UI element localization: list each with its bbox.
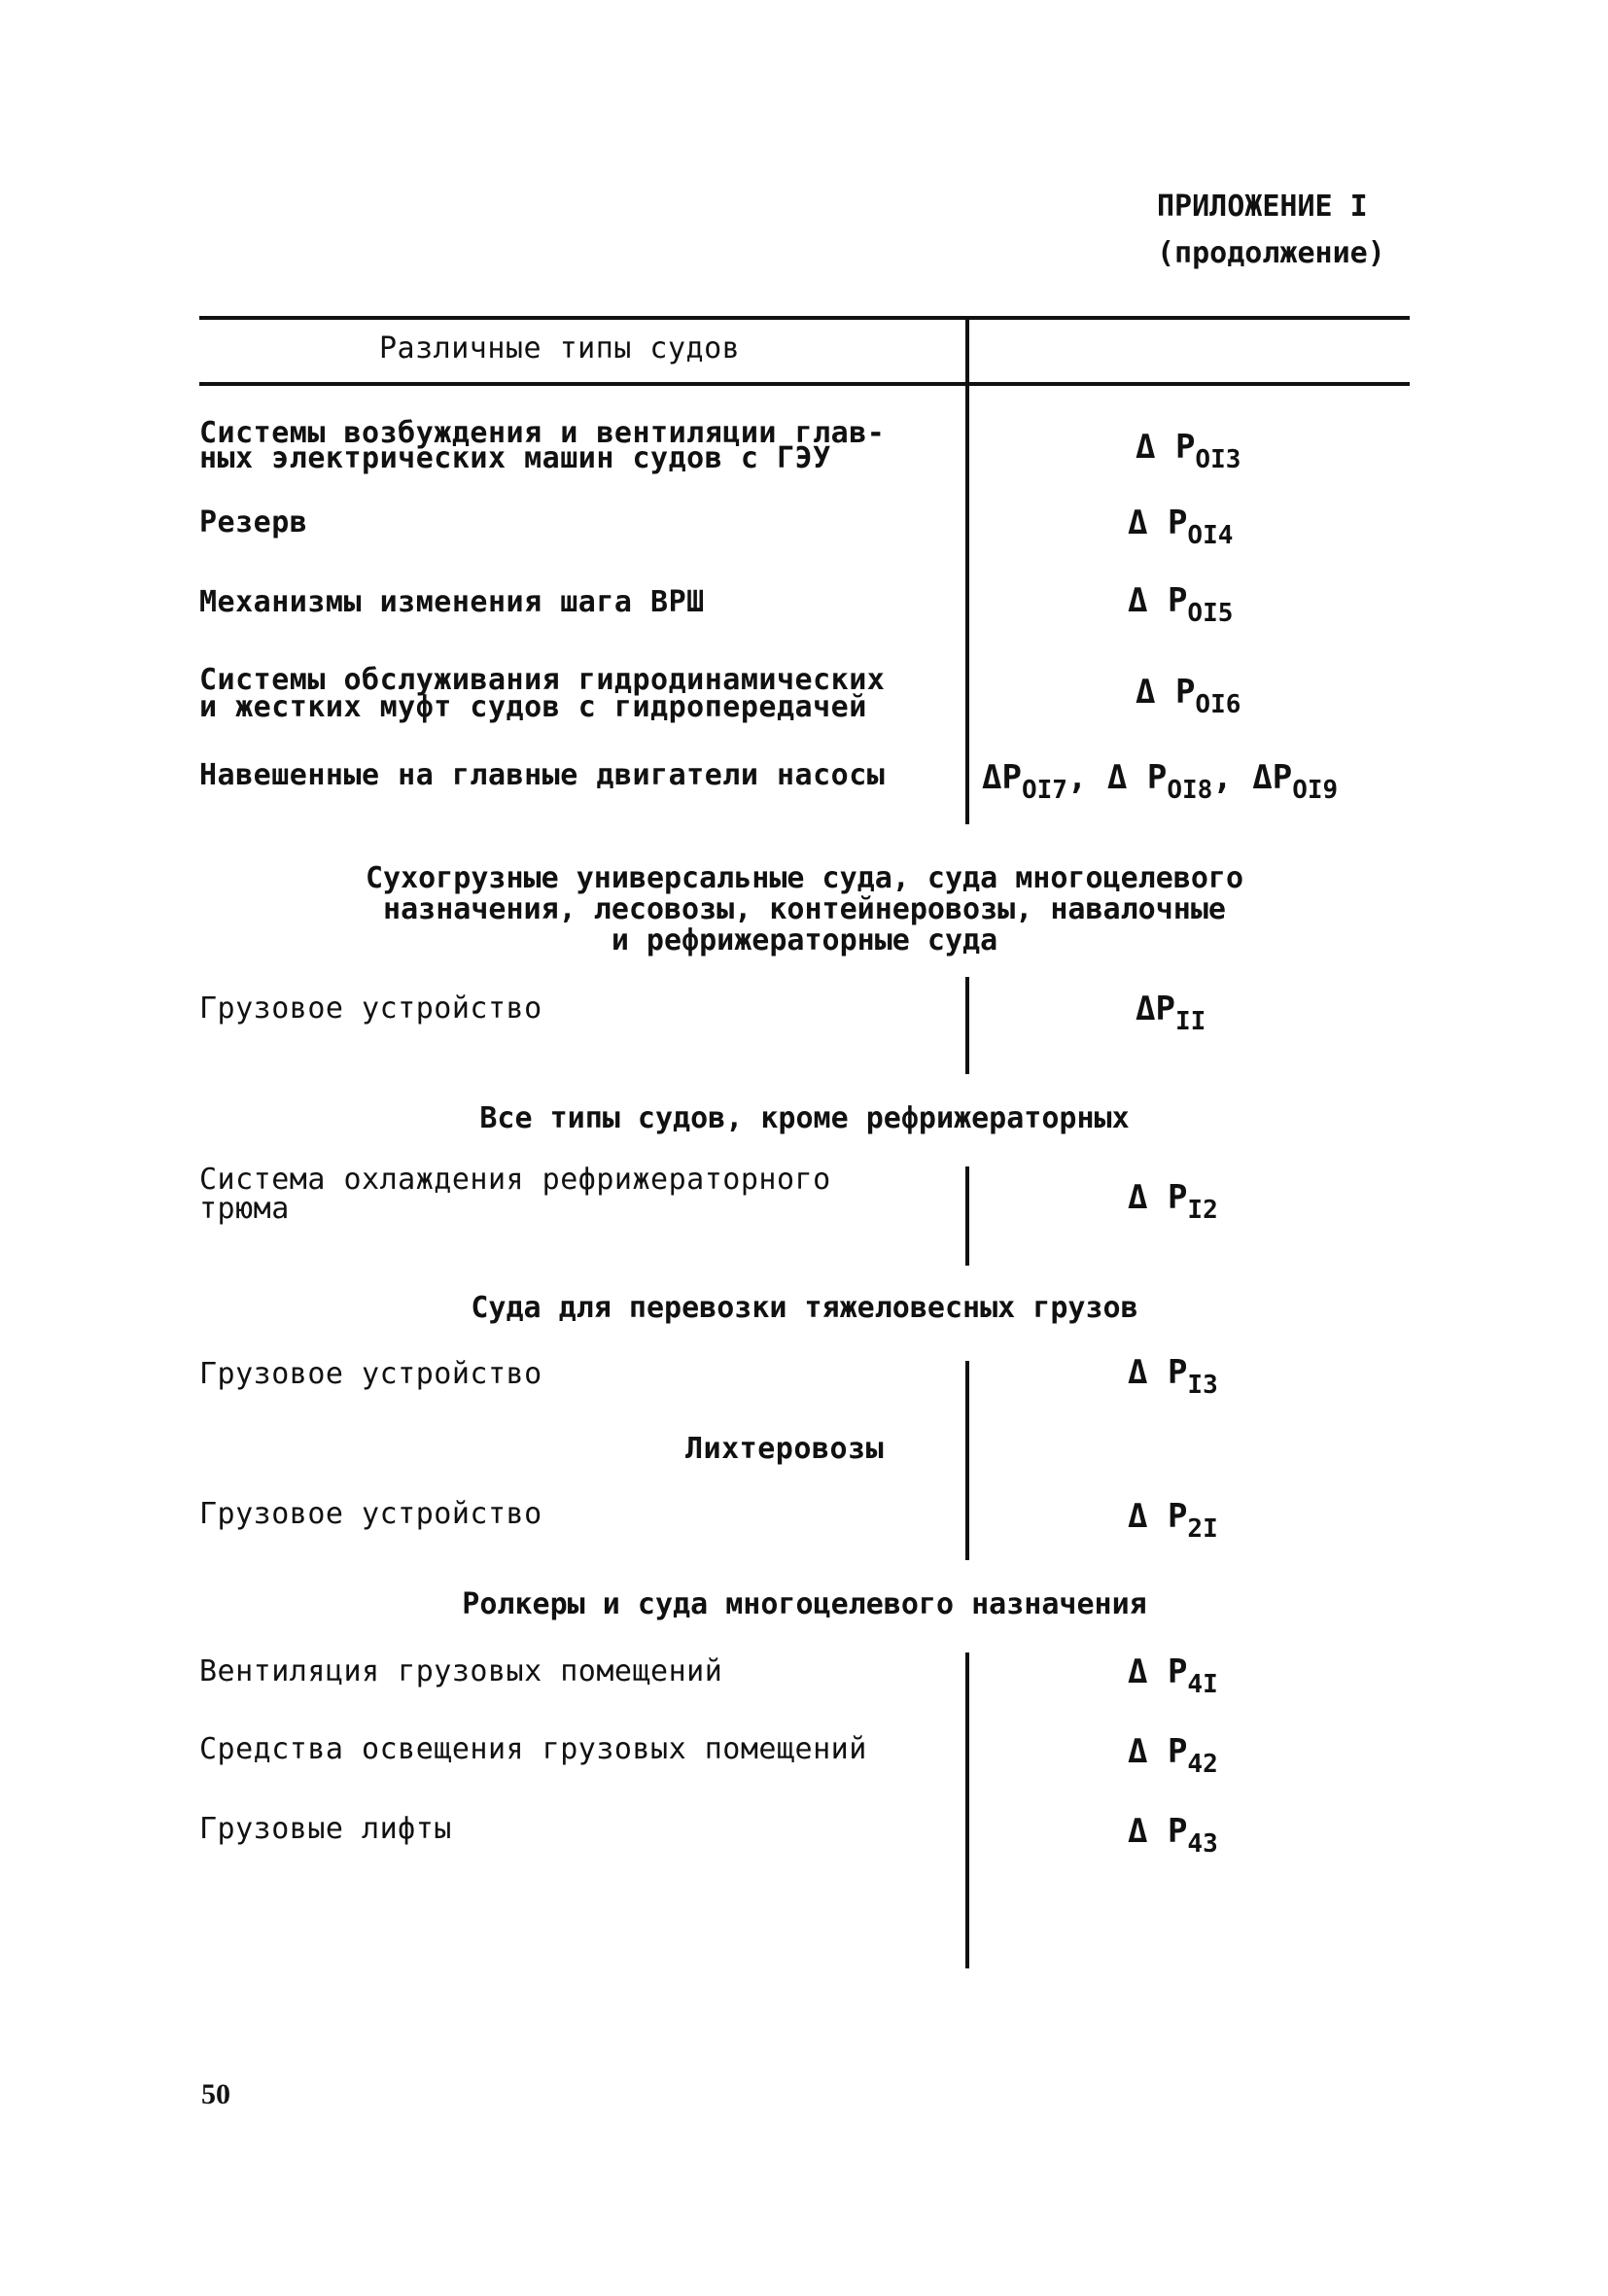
row-label: Резерв: [199, 505, 308, 539]
delta-p-symbol: ΔP: [982, 758, 1022, 797]
delta-p-symbol: ΔP: [1252, 758, 1293, 797]
delta-p-symbol: Δ P: [1128, 581, 1188, 620]
symbol-subscript: OI6: [1195, 690, 1241, 719]
symbol-subscript: OI8: [1167, 776, 1213, 805]
separator: ,: [1066, 758, 1088, 797]
delta-p-symbol: Δ P: [1128, 1812, 1188, 1851]
row-label: Грузовое устройство: [199, 991, 542, 1026]
delta-p-symbol: Δ P: [1128, 504, 1188, 542]
symbol-subscript: I3: [1187, 1371, 1218, 1400]
symbol-subscript: OI4: [1187, 521, 1234, 550]
symbol-subscript: OI5: [1187, 599, 1234, 628]
section-title-line: назначения, лесовозы, контейнеровозы, навалочные: [383, 892, 1226, 926]
symbol-cell: [1128, 1178, 1218, 1225]
row-label-line: ных электрических машин судов с ГЭУ: [199, 441, 831, 475]
symbol-cell: [1128, 504, 1233, 550]
delta-p-symbol: Δ P: [1128, 1652, 1188, 1691]
symbol-subscript: 42: [1187, 1750, 1218, 1779]
delta-p-symbol: Δ P: [1106, 758, 1168, 797]
symbol-subscript: I2: [1187, 1196, 1218, 1225]
symbol-cell: [1128, 1812, 1218, 1859]
column-divider: [965, 1652, 969, 1968]
symbol-cell: [1128, 1497, 1218, 1544]
section-title: [199, 863, 1410, 957]
symbol-cell-multi: [982, 758, 1338, 805]
section-title: Суда для перевозки тяжеловесных грузов: [471, 1291, 1138, 1325]
column-divider: [965, 1166, 969, 1266]
section-title: Ролкеры и суда многоцелевого назначения: [462, 1587, 1147, 1621]
section-title-line: Сухогрузные универсальные суда, суда многоцелевого: [365, 861, 1244, 895]
table-top-rule: [199, 316, 1410, 320]
column-header: Различные типы судов: [379, 331, 741, 365]
row-label-line: Системы обслуживания гидродинамических: [199, 663, 886, 697]
symbol-subscript: OI3: [1195, 445, 1241, 474]
symbol-cell: [1128, 1353, 1218, 1400]
column-divider: [965, 1361, 969, 1560]
row-label: Средства освещения грузовых помещений: [199, 1732, 867, 1766]
symbol-cell: [1136, 990, 1206, 1036]
symbol-cell: [1128, 581, 1233, 628]
delta-p-symbol: Δ P: [1136, 428, 1196, 467]
column-divider: [965, 977, 969, 1074]
row-label: Механизмы изменения шага ВРШ: [199, 585, 705, 619]
row-label: Навешенные на главные двигатели насосы: [199, 758, 886, 792]
separator: ,: [1212, 758, 1233, 797]
symbol-subscript: 2I: [1187, 1514, 1218, 1544]
delta-p-symbol: Δ P: [1128, 1732, 1188, 1771]
symbol-subscript: 4I: [1187, 1670, 1218, 1699]
symbol-subscript: OI9: [1292, 776, 1339, 805]
row-label-line: Системы возбуждения и вентиляции глав-: [199, 416, 886, 450]
delta-p-symbol: Δ P: [1128, 1178, 1188, 1217]
symbol-subscript: 43: [1187, 1829, 1218, 1859]
row-label-line: и жестких муфт судов с гидропередачей: [199, 690, 867, 724]
column-divider: [965, 319, 969, 824]
row-label: Грузовое устройство: [199, 1497, 542, 1531]
appendix-title: ПРИЛОЖЕНИЕ I: [1157, 190, 1368, 224]
row-label: Вентиляция грузовых помещений: [199, 1654, 723, 1688]
section-title: Лихтеровозы: [685, 1432, 885, 1466]
appendix-subtitle: (продолжение): [1157, 236, 1385, 270]
section-title-line: и рефрижераторные суда: [611, 923, 998, 957]
row-label: [199, 418, 885, 474]
row-label-line: Система охлаждения рефрижераторного: [199, 1163, 831, 1197]
symbol-cell: [1128, 1652, 1218, 1699]
delta-p-symbol: Δ P: [1136, 673, 1196, 712]
row-label: [199, 1165, 831, 1225]
delta-p-symbol: Δ P: [1128, 1353, 1188, 1392]
table-header-rule: [199, 382, 1410, 386]
symbol-subscript: II: [1174, 1007, 1206, 1036]
delta-p-symbol: ΔP: [1136, 990, 1175, 1028]
row-label: Грузовые лифты: [199, 1812, 452, 1846]
symbol-cell: [1136, 428, 1241, 474]
delta-p-symbol: Δ P: [1128, 1497, 1188, 1536]
row-label: [199, 665, 885, 723]
symbol-cell: [1128, 1732, 1218, 1779]
row-label-line: трюма: [199, 1192, 290, 1226]
symbol-cell: [1136, 673, 1241, 719]
section-title: Все типы судов, кроме рефрижераторных: [479, 1101, 1130, 1135]
symbol-subscript: OI7: [1021, 776, 1067, 805]
page-number: 50: [201, 2078, 230, 2110]
row-label: Грузовое устройство: [199, 1357, 542, 1391]
